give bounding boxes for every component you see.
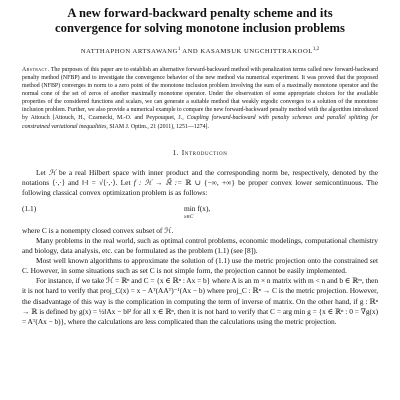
paper-title-line-2: convergence for solving monotone inclusion problems xyxy=(55,21,345,35)
equation-number: (1.1) xyxy=(22,203,37,213)
text-run: be proper convex lower semicontinuous. The following classical convex optimization problem is as follows: xyxy=(22,177,379,197)
paper-title-line-1: A new forward-backward penalty scheme and its xyxy=(67,6,333,20)
paragraph: Most well known algorithms to approximate the solution of (1.1) use the metric projection onto the constrained set C. However, in some situations such as set C is not simple form, the projection cannot be easily implemented. xyxy=(22,256,378,276)
math-symbol: f : ℋ → ℝ̄ := xyxy=(133,177,183,187)
paragraph: Many problems in the real world, such as optimal control problems, economic modelings, computational chemistry and biology, data analysis, etc. can be formulated as the problem (1.1) (see [8]). xyxy=(22,235,378,256)
paragraph: For instance, if we take ℋ = ℝⁿ and C = {x ∈ ℝⁿ : Ax = b} where A is an m × n matrix with m < n and b ∈ ℝᵐ, then it is not hard to verify that proj_C(x) = x − Aᵀ(AAᵀ)⁻¹(Ax − b) where proj_C : ℝⁿ → C is the metric projection. However, the disadvantage of this way is the complication in computing the term of inverse of matrix. On the other hand, if g : ℝⁿ → ℝ is defined by g(x) = ½‖Ax − b‖² for all x ∈ ℝⁿ, then it is not hard to verify that C = arg min g = {x ∈ ℝⁿ : 0 = ∇g(x) = Aᵀ(Ax − b)}, where the calculations are less complicated than the calculations using the metric projection. xyxy=(22,276,378,326)
abstract-text: The purposes of this paper are to establish an alternative forward-backward method with penalization terms called new forward-backward penalty method (NFBP) and to investigate the convergence behavior of the new method via numerical experiment. It was proved that the proposed method (NFBP) converges in norm to a zero point of the monotone inclusion problem involving the sum of a maximally monotone operator and the normal cone of the set of zeros of another maximally monotone operator. Under the observation of some appropriate choices for the available properties of the considered functions and scalars, we can generate a suitable method that weakly ergodic converges to a solution of the monotone inclusion problem. Further, we also provide a numerical example to compare the new forward-backward penalty method with the algorithm introduced by Attouch [Attouch, H., Czarnecki, M.-O. and Peypouquet, J., xyxy=(22,67,378,122)
text-run: Let xyxy=(36,167,46,177)
paragraph: where C is a nonempty closed convex subset of ℋ. xyxy=(22,225,174,235)
abstract xyxy=(22,66,378,130)
author-affiliation-mark: 1 xyxy=(177,47,181,52)
text-run: Let xyxy=(120,177,131,187)
author-name: KASAMSUK UNGCHITTRAKOOL xyxy=(200,48,313,56)
math-symbol: ℋ xyxy=(48,167,57,177)
section-title: Introduction xyxy=(181,147,228,157)
math-symbol: ℝ ∪ {−∞, +∞} xyxy=(185,177,235,187)
author-list xyxy=(22,45,378,56)
equation-subscript: x∈C xyxy=(184,214,194,220)
text-run: and xyxy=(68,177,79,187)
section-number: 1. xyxy=(172,147,180,157)
math-symbol: ‖·‖ = √⟨·,·⟩. xyxy=(81,177,118,187)
section-heading xyxy=(22,148,378,158)
author-affiliation-mark: 1,2 xyxy=(312,47,320,52)
paragraph xyxy=(22,168,378,198)
abstract-reference-tail: SIAM J. Optim., 21 (2011), 1251—1274]. xyxy=(109,123,209,130)
equation-1-1 xyxy=(22,202,378,224)
text-run: be a real Hilbert space with inner product and the corresponding norm be, respectively, denoted by the notations xyxy=(22,167,378,187)
author-name: NATTHAPHON ARTSAWANG xyxy=(80,48,178,56)
paper-title xyxy=(22,6,378,36)
body-text xyxy=(22,168,378,327)
abstract-label: Abstract. xyxy=(22,67,50,74)
equation-body: min f(x), xyxy=(184,203,211,213)
abstract-reference-title: Coupling forward-backward with penalty schemes and parallel splitting for constrained variational inequalities, xyxy=(22,115,378,130)
math-symbol: ⟨·,·⟩ xyxy=(52,177,65,187)
author-conjunction: AND xyxy=(182,48,199,56)
